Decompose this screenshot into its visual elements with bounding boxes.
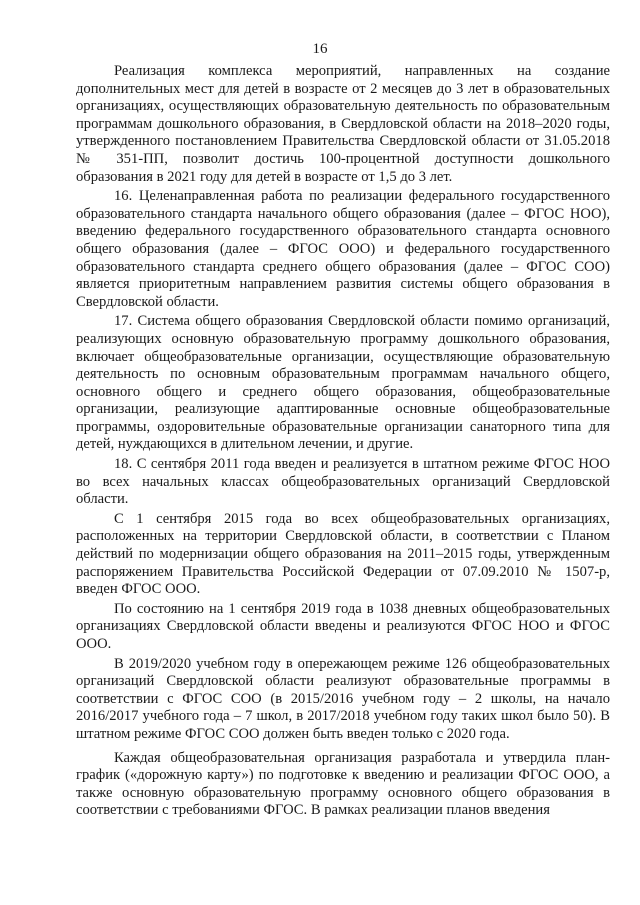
- document-body: [76, 63, 610, 822]
- paragraph-status-2019: По состоянию на 1 сентября 2019 года в 1038 дневных общеобразовательных организациях Свердловской области введены и реализуются ФГОС НОО и ФГОС ООО.: [76, 600, 610, 652]
- paragraph-roadmap: Каждая общеобразовательная организация разработала и утвердила план-график («дорожную карту») по подготовке к введению и реализации ФГОС ООО, а также основную образовательную программу основного общего образования в соответствии с требованиями ФГОС. В рамках реализации планов введения: [76, 749, 610, 819]
- page-number: 16: [312, 41, 328, 57]
- paragraph-fgos-soo: В 2019/2020 учебном году в опережающем режиме 126 общеобразовательных организаций Свердловской области реализуют образовательные программы в соответствии с ФГОС СОО (в 2015/2016 учебном году – 2 школы, на начало 2016/2017 учебного года – 7 школ, в 2017/2018 учебном году таких школ было 50). В штатном режиме ФГОС СОО должен быть введен только с 2020 года.: [76, 655, 610, 742]
- paragraph-16-fgos: 16. Целенаправленная работа по реализации федерального государственного образовательного стандарта начального общего образования (далее – ФГОС НОО), введению федерального государственного образовательного стандарта основного общего образования (далее – ФГОС ООО) и федерального государственного образовательного стандарта среднего общего образования (далее – ФГОС СОО) является приоритетным направлением развития системы общего образования в Свердловской области.: [76, 188, 610, 310]
- paragraph-17-general-education: 17. Система общего образования Свердловской области помимо организаций, реализующих основную образовательную программу дошкольного образования, включает общеобразовательные организации, осуществляющие образовательную деятельность по основным образовательным программам начального общего, основного общего и среднего общего образования, общеобразовательные организации, реализующие адаптированные основные общеобразовательные программы, оздоровительные образовательные организации санаторного типа для детей, нуждающихся в длительном лечении, и другие.: [76, 313, 610, 453]
- paragraph-18-fgos-noo: 18. С сентября 2011 года введен и реализуется в штатном режиме ФГОС НОО во всех начальных классах общеобразовательных организаций Свердловской области.: [76, 456, 610, 508]
- paragraph-preschool-places: Реализация комплекса мероприятий, направленных на создание дополнительных мест для детей в возрасте от 2 месяцев до 3 лет в образовательных организациях, осуществляющих образовательную деятельность по образовательным программам дошкольного образования, в Свердловской области на 2018–2020 годы, утвержденного постановлением Правительства Свердловской области от 31.05.2018 № 351-ПП, позволит достичь 100-процентной доступности дошкольного образования в 2021 году для детей в возрасте от 1,5 до 3 лет.: [76, 63, 610, 185]
- paragraph-fgos-ooo-2015: С 1 сентября 2015 года во всех общеобразовательных организациях, расположенных на территории Свердловской области, в соответствии с Планом действий по модернизации общего образования на 2011–2015 годы, утвержденным распоряжением Правительства Российской Федерации от 07.09.2010 № 1507-р, введен ФГОС ООО.: [76, 510, 610, 598]
